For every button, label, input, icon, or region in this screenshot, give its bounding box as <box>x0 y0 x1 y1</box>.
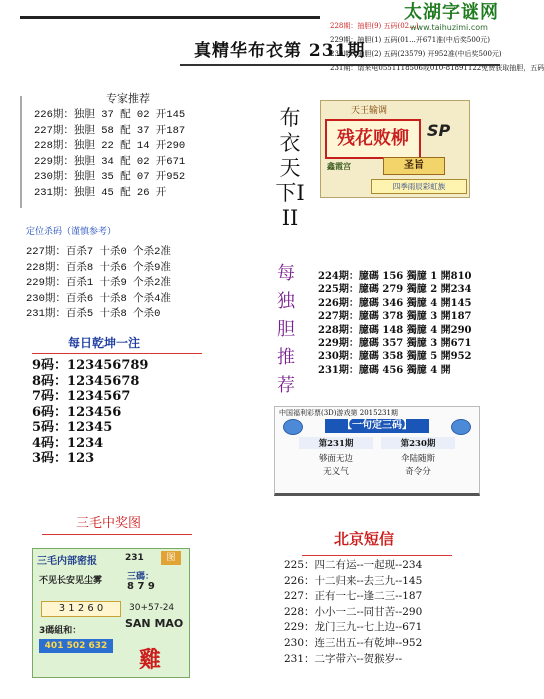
beijing-row: 228：小小一二--同甘苦--290 <box>284 605 423 618</box>
budan-heading <box>274 106 306 231</box>
beijing-row: 227：正有一七--逢二三--187 <box>284 590 423 603</box>
yiju-col2-line: 奇令分 <box>405 467 431 477</box>
dudan-row: 227期：独胆 58 配 37 开187 <box>34 124 186 137</box>
site-logo-text: 太湖字谜网 <box>404 2 499 23</box>
qiankun-row <box>32 358 232 374</box>
banner-right: 圣旨 <box>383 157 445 175</box>
qiankun-row-label: 7码： <box>32 389 68 404</box>
shasan-row: 230期：百杀6 十杀8 个杀4准 <box>26 292 171 305</box>
banner-left: 鑫霞宫 <box>327 161 351 171</box>
header-note-2: 229期：抽胆(1) 五码(01...开671准(中后奖500元) <box>330 36 490 44</box>
header-note-4: 231期：请来电0551118506或010-81891122免费获取抽胆，五码 <box>330 64 544 72</box>
dudan-heading: 专家推荐 <box>106 92 150 105</box>
beijing-panel <box>280 528 490 556</box>
qiankun-row-label: 5码： <box>32 420 68 435</box>
beijing-row: 231：二字带六--贺猴岁-- <box>284 652 403 665</box>
yiju-col2-line: 伞陆随斯 <box>400 454 435 464</box>
header-top-rule <box>20 16 320 19</box>
beijing-row: 229：龙门三九--七上边--671 <box>284 621 423 634</box>
banner-main: 残花败柳 <box>325 119 421 159</box>
yiju-col2-title: 第230期 <box>381 437 455 449</box>
site-logo-url: www.taihuzimi.com <box>410 23 488 32</box>
beijing-row: 230：连三出五--有乾坤--952 <box>284 636 423 649</box>
meidu-heading-char: 独 <box>277 291 295 312</box>
dudan-row: 230期：独胆 35 配 07 开952 <box>34 171 186 183</box>
meidu-heading-char: 推 <box>277 347 295 368</box>
sanmao-panel <box>30 512 236 535</box>
qiankun-row-label: 6码： <box>32 404 68 420</box>
beijing-rule <box>302 555 452 556</box>
sanmao-img-sanma: 8 7 9 <box>127 581 155 592</box>
banner-top: 天王输调 <box>351 106 388 116</box>
header-note-1: 228期：抽胆(9) 五码(02...) <box>330 22 419 30</box>
meidu-heading-char: 每 <box>277 263 295 284</box>
beijing-list <box>284 558 422 667</box>
meidu-heading-char: 胆 <box>277 319 295 340</box>
qiankun-rule <box>32 353 202 354</box>
qiankun-row-label: 9码： <box>32 358 68 373</box>
qiankun-row-value: 1234 <box>67 435 104 451</box>
beijing-heading: 北京短信 <box>334 530 395 548</box>
qiankun-row <box>32 389 232 405</box>
sanmao-img-combo: 401 502 632 <box>39 639 113 653</box>
meidu-row: 231期：臆碼 456 獨臆 4 開 <box>318 364 451 376</box>
sanmao-heading: 三毛中奖图 <box>76 516 142 531</box>
yiju-heading: 【一句定三码】 <box>325 419 429 433</box>
sanmao-img-stamp: 图 <box>161 551 181 565</box>
sanmao-img-sanma-label: 三碼： <box>127 572 155 582</box>
meidu-row: 229期：臆碼 357 獨臆 3 開671 <box>318 338 472 350</box>
qiankun-row <box>32 405 232 421</box>
shasan-row: 231期：百杀5 十杀8 个杀0 <box>26 308 161 320</box>
meidu-list <box>318 270 472 377</box>
sanmao-image <box>32 548 190 678</box>
qiankun-row-label: 8码： <box>32 373 68 389</box>
shasan-heading: 定位杀码（谨慎参考） <box>26 227 117 237</box>
meidu-row: 230期：臆碼 358 獨臆 5 開952 <box>318 351 472 363</box>
shasan-row: 228期：百杀8 十杀6 个杀9准 <box>26 261 171 274</box>
sanmao-img-formula: 30+57-24 <box>129 603 175 613</box>
sanmao-img-char: 雞 <box>139 648 162 673</box>
qiankun-row-value: 1234567 <box>67 389 131 404</box>
dudan-panel <box>20 92 234 208</box>
yiju-col1 <box>295 437 377 479</box>
meidu-heading <box>274 260 298 400</box>
budan-banner <box>320 100 470 198</box>
qiankun-row-value: 123456 <box>67 404 122 420</box>
yiju-col1-line: 无义气 <box>323 467 349 477</box>
budan-heading-text: 布衣天下III <box>275 106 305 230</box>
sanmao-img-title: 三毛内部密报 <box>37 556 97 567</box>
yiju-col1-line: 够面无边 <box>318 454 353 464</box>
qiankun-row <box>32 374 232 390</box>
meidu-row: 227期：臆碼 378 獨臆 3 開187 <box>318 311 472 323</box>
yiju-top-text: 中国福利彩票(3D)游戏第 2015231期 <box>279 409 398 417</box>
meidu-heading-char: 荐 <box>277 375 295 396</box>
qiankun-row-label: 4码： <box>32 435 68 451</box>
qiankun-row <box>32 420 232 436</box>
yiju-col1-title: 第231期 <box>299 437 373 449</box>
yiju-globe-left-icon <box>283 419 303 435</box>
banner-side: SP <box>427 121 451 140</box>
beijing-row: 226：十二归来--去三九--145 <box>284 574 423 587</box>
sanmao-img-combo-label: 3碼組和： <box>39 626 82 636</box>
shasan-panel <box>26 224 240 323</box>
qiankun-row-value: 123456789 <box>67 358 149 373</box>
sanmao-img-digits: 3 1 2 6 0 <box>41 601 121 617</box>
shasan-row: 229期：百杀1 十杀9 个杀2准 <box>26 277 171 289</box>
meidu-row: 224期：臆碼 156 獨臆 1 開810 <box>318 271 472 282</box>
sanmao-img-sanmao: SAN MAO <box>125 617 184 630</box>
meidu-row: 226期：臆碼 346 獨臆 4 開145 <box>318 297 472 309</box>
banner-bottom: 四季雨辰彩虹族 <box>371 179 467 194</box>
qiankun-row-value: 12345 <box>67 420 113 435</box>
dudan-row: 229期：独胆 34 配 02 开671 <box>34 155 186 168</box>
qiankun-row-label: 3码： <box>32 451 68 466</box>
qiankun-row-value: 12345678 <box>67 373 140 389</box>
sanmao-img-line1: 不见长安见尘雾 <box>39 576 103 586</box>
header-note-3: 230期：抽胆(2) 五码(23579) 开952准(中后奖500元) <box>330 50 502 58</box>
yiju-panel <box>274 406 480 496</box>
qiankun-row <box>32 436 232 452</box>
yiju-col2 <box>377 437 459 479</box>
meidu-row: 225期：臆碼 279 獨臆 2 開234 <box>318 284 472 296</box>
qiankun-heading: 每日乾坤一注 <box>68 336 141 350</box>
shasan-row: 227期：百杀7 十杀0 个杀2准 <box>26 246 171 258</box>
dudan-row: 228期：独胆 22 配 14 开290 <box>34 140 186 152</box>
sanmao-img-period: 231 <box>125 553 144 563</box>
page-title: 真精华布衣第 231期 <box>194 41 366 61</box>
sanmao-rule <box>42 534 192 535</box>
yiju-globe-right-icon <box>451 419 471 435</box>
meidu-row: 228期：臆碼 148 獨臆 4 開290 <box>318 324 472 336</box>
dudan-row: 231期：独胆 45 配 26 开 <box>34 186 167 199</box>
beijing-row: 225：四二有运--一起现--234 <box>284 559 423 571</box>
qiankun-panel <box>32 334 232 467</box>
qiankun-row <box>32 451 232 467</box>
qiankun-row-value: 123 <box>67 451 95 466</box>
dudan-row: 226期：独胆 37 配 02 开145 <box>34 109 186 121</box>
header-bottom-rule <box>180 64 500 66</box>
